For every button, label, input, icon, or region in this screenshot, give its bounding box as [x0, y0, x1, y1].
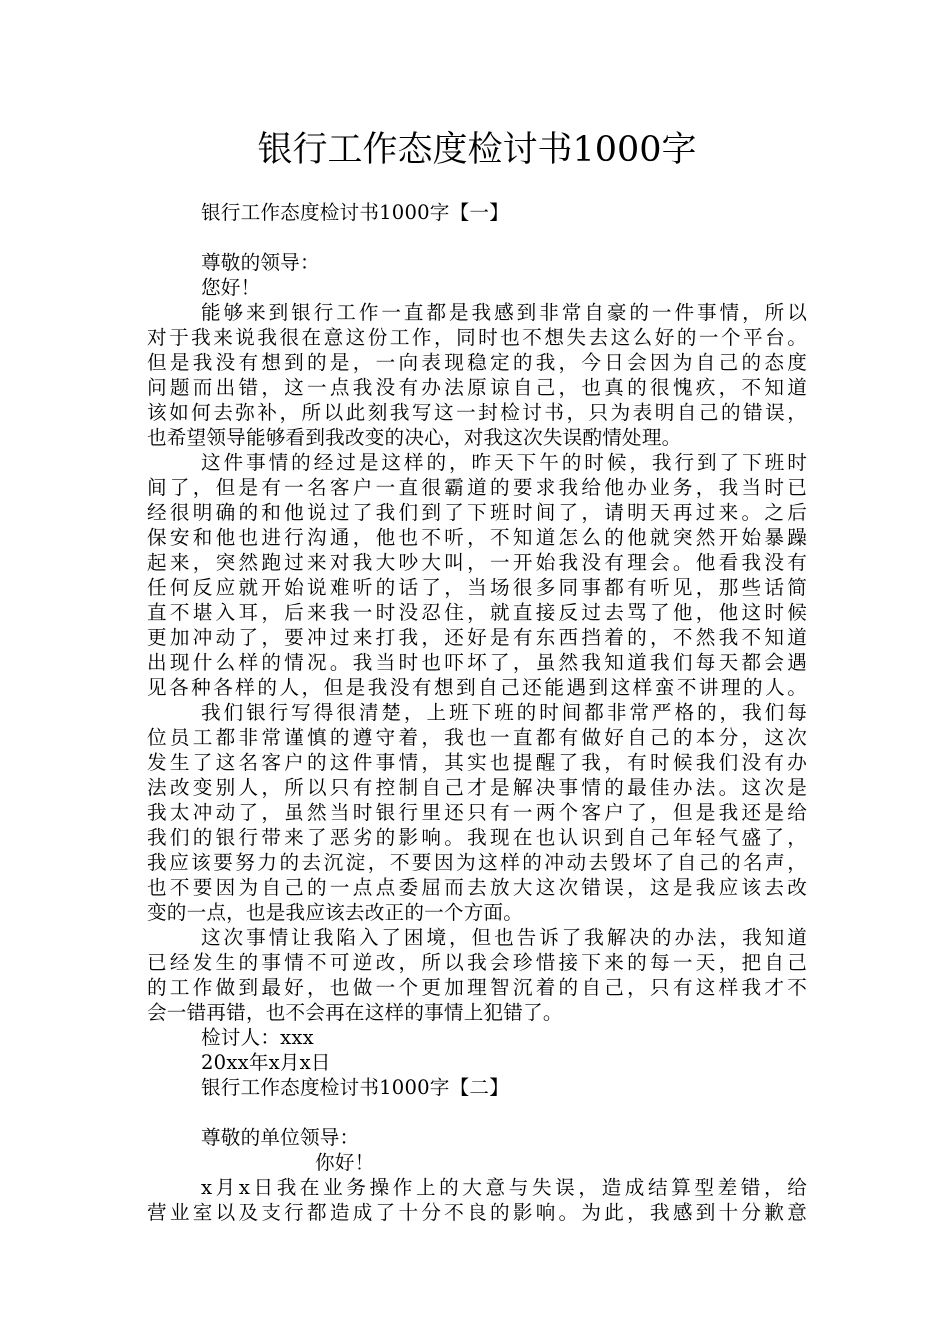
paragraph-line: 的工作做到最好，也做一个更加理智沉着的自己，只有这样我才不: [147, 976, 807, 999]
paragraph-line: 已经发生的事情不可逆改，所以我会珍惜接下来的每一天，把自己: [147, 951, 807, 974]
paragraph-line: 该如何去弥补，所以此刻我写这一封检讨书，只为表明自己的错误，: [147, 401, 807, 424]
paragraph-line: 变的一点，也是我应该去改正的一个方面。: [147, 901, 524, 924]
signer: 检讨人：xxx: [201, 1026, 314, 1049]
paragraph-line: 也希望领导能够看到我改变的决心，对我这次失误酌情处理。: [147, 426, 682, 449]
paragraph-line: 这件事情的经过是这样的，昨天下午的时候，我行到了下班时: [201, 451, 807, 474]
paragraph-line: 直不堪入耳，后来我一时没忍住，就直接反过去骂了他，他这时候: [147, 601, 807, 624]
paragraph-line: 发生了这名客户的这件事情，其实也提醒了我，有时候我们没有办: [147, 751, 807, 774]
paragraph-line: 间了，但是有一名客户一直很霸道的要求我给他办业务，我当时已: [147, 476, 807, 499]
paragraph-line: 见各种各样的人，但是我没有想到自己还能遇到这样蛮不讲理的人。: [147, 676, 807, 699]
paragraph-line: 我应该要努力的去沉淀，不要因为这样的冲动去毁坏了自己的名声，: [147, 851, 807, 874]
paragraph-line: 位员工都非常谨慎的遵守着，我也一直都有做好自己的本分，这次: [147, 726, 807, 749]
paragraph-line: 任何反应就开始说难听的话了，当场很多同事都有听见，那些话简: [147, 576, 807, 599]
paragraph-line: 会一错再错，也不会再在这样的事情上犯错了。: [147, 1001, 563, 1024]
paragraph-line: 法改变别人，所以只有控制自己才是解决事情的最佳办法。这次是: [147, 776, 807, 799]
paragraph-line: 出现什么样的情况。我当时也吓坏了，虽然我知道我们每天都会遇: [147, 651, 807, 674]
paragraph-line: 但是我没有想到的是，一向表现稳定的我，今日会因为自己的态度: [147, 351, 807, 374]
paragraph-line: 能够来到银行工作一直都是我感到非常自豪的一件事情，所以: [201, 301, 807, 324]
paragraph-line: 起来，突然跑过来对我大吵大叫，一开始我没有理会。他看我没有: [147, 551, 807, 574]
salutation: 尊敬的单位领导：: [201, 1126, 360, 1149]
paragraph-line: 也不要因为自己的一点点委屈而去放大这次错误，这是我应该去改: [147, 876, 807, 899]
greeting: 你好！: [315, 1151, 375, 1174]
paragraph-line: 问题而出错，这一点我没有办法原谅自己，也真的很愧疚，不知道: [147, 376, 807, 399]
greeting: 您好！: [201, 276, 261, 299]
paragraph-line: 对于我来说我很在意这份工作，同时也不想失去这么好的一个平台。: [147, 326, 807, 349]
paragraph-line: x月x日我在业务操作上的大意与失误，造成结算型差错，给: [201, 1176, 807, 1199]
section-heading-2: 银行工作态度检讨书1000字【二】: [201, 1076, 509, 1099]
signature-date: 20xx年x月x日: [201, 1051, 331, 1074]
paragraph-line: 我们的银行带来了恶劣的影响。我现在也认识到自己年轻气盛了，: [147, 826, 807, 849]
paragraph-line: 更加冲动了，要冲过来打我，还好是有东西挡着的，不然我不知道: [147, 626, 807, 649]
salutation: 尊敬的领导：: [201, 251, 320, 274]
paragraph-line: 这次事情让我陷入了困境，但也告诉了我解决的办法，我知道: [201, 926, 807, 949]
paragraph-line: 我太冲动了，虽然当时银行里还只有一两个客户了，但是我还是给: [147, 801, 807, 824]
document-title: 银行工作态度检讨书1000字: [257, 130, 697, 170]
paragraph-line: 经很明确的和他说过了我们到了下班时间了，请明天再过来。之后: [147, 501, 807, 524]
paragraph-line: 我们银行写得很清楚，上班下班的时间都非常严格的，我们每: [201, 701, 807, 724]
paragraph-line: 保安和他也进行沟通，他也不听，不知道怎么的他就突然开始暴躁: [147, 526, 807, 549]
paragraph-line: 营业室以及支行都造成了十分不良的影响。为此，我感到十分歉意: [147, 1201, 807, 1224]
section-heading-1: 银行工作态度检讨书1000字【一】: [201, 201, 509, 224]
